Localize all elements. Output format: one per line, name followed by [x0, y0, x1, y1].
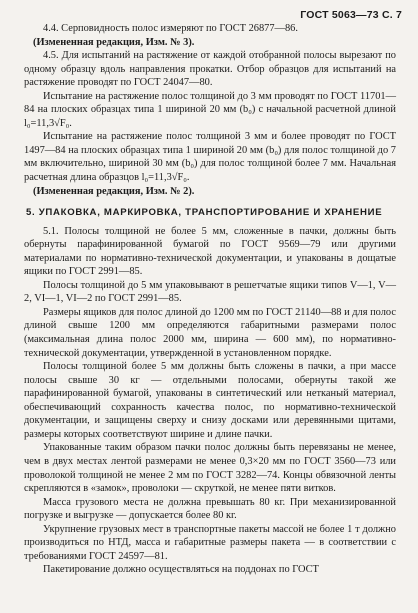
- paragraph-pallets: Пакетирование должно осуществляться на поддонах по ГОСТ: [43, 564, 319, 576]
- revision-note: (Измененная редакция, Изм. № 2).: [33, 185, 195, 197]
- paragraph-packets: Укрупнение грузовых мест в транспортные пакеты массой не более 1 т должно производиться по НТД, масса и габаритные размеры пакета — в соответствии с требованиями ГОСТ 24597—81.: [24, 523, 396, 562]
- paragraph-tensile-thin: Испытание на растяжение полос толщиной до 3 мм проводят по ГОСТ 11701—84 на плоских образцах типа 1 шириной 20 мм (b₀) с начальной расчетной длиной l₀=11,3√F₀.: [24, 90, 396, 129]
- paragraph-mass: Масса грузового места не должна превышать 80 кг. При механизированной погрузке и выгрузке — допускается более 80 кг.: [24, 496, 396, 522]
- paragraph-box-sizes: Размеры ящиков для полос длиной до 1200 мм по ГОСТ 21140—88 и для полос длиной свыше 1200 мм определяются габаритными размерами полос (максимальная длина полос 2000 мм, ширина — 600 мм), по нормативно-технической документации, утвержденной в установленном порядке.: [24, 306, 396, 359]
- paragraph-thick-strips: Полосы толщиной более 5 мм должны быть сложены в пачки, а при массе полосы свыше 30 кг — отдельными полосами, обернуты такой же парафинированной бумагой, упакованы в синтетический или нетканый материал, обеспечивающий сохранность качества полос, по нормативно-технической документации, и защищены сверху и снизу досками или деревянными щитами, размеры которых соответствуют ширине и длине пачки.: [24, 361, 396, 440]
- paragraph-tensile-thick: Испытание на растяжение полос толщиной 3 мм и более проводят по ГОСТ 1497—84 на плоских образцах типа 1 шириной 20 мм (b₀) для полос толщиной до 7 мм включительно, шириной 30 мм (b₀) для полос толщиной более 7 мм. Начальная расчетная длина образцов l₀=11,3√F₀.: [24, 131, 396, 184]
- paragraph-4-5: 4.5. Для испытаний на растяжение от каждой отобранной полосы вырезают по одному образцу вдоль направления прокатки. Отбор образцов для испытаний на растяжение проводят по ГОСТ 24047—80.: [24, 50, 396, 89]
- paragraph-crates: Полосы толщиной до 5 мм упаковывают в решетчатые ящики типов V—1, V—2, VI—1, VI—2 по ГОСТ 2991—85.: [24, 279, 396, 305]
- paragraph-binding: Упакованные таким образом пачки полос должны быть перевязаны не менее, чем в двух местах лентой размерами не менее 0,3×20 мм по ГОСТ 3560—73 или проволокой толщиной не менее 2 мм по ГОСТ 3282—74. Концы обвязочной ленты скрепляются в «замок», проволоки — скруткой, не менее пяти витков.: [24, 442, 396, 495]
- document-body: [24, 22, 396, 577]
- section-heading: 5. УПАКОВКА, МАРКИРОВКА, ТРАНСПОРТИРОВАНИЕ И ХРАНЕНИЕ: [26, 207, 383, 219]
- paragraph-5-1: 5.1. Полосы толщиной не более 5 мм, сложенные в пачки, должны быть обернуты парафинированной бумагой по ГОСТ 9569—79 или другими материалами по нормативно-технической документации, и упакованы в дощатые ящики по ГОСТ 2991—85.: [24, 225, 396, 278]
- revision-note: (Измененная редакция, Изм. № 3).: [33, 36, 195, 48]
- paragraph-4-4: 4.4. Серповидность полос измеряют по ГОСТ 26877—86.: [43, 23, 298, 34]
- page-header: ГОСТ 5063—73 С. 7: [300, 9, 402, 21]
